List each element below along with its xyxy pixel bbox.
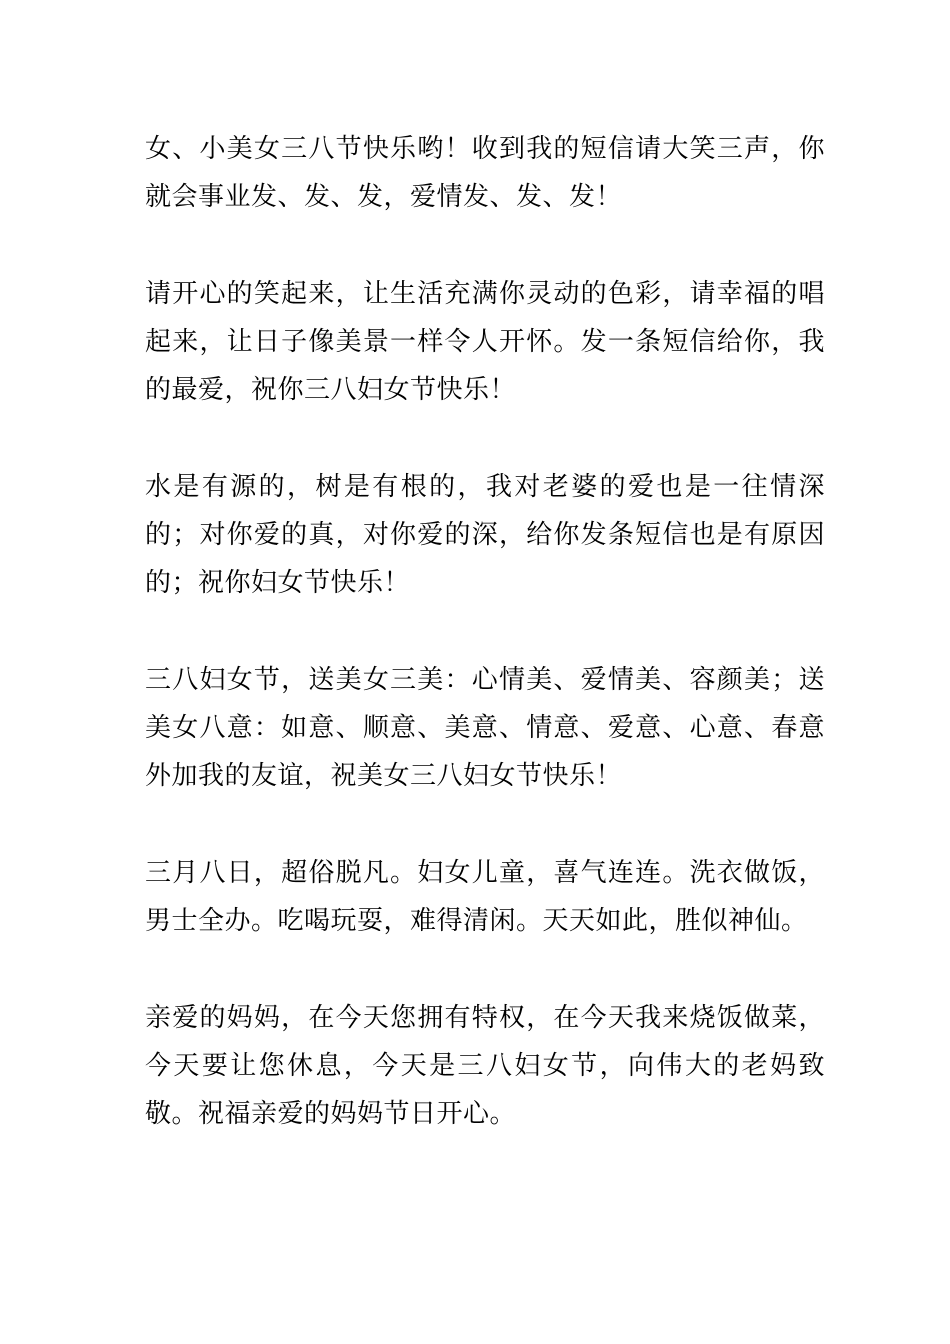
paragraph-5: 三月八日，超俗脱凡。妇女儿童，喜气连连。洗衣做饭，男士全办。吃喝玩耍，难得清闲。天天如此，胜似神仙。 [145,858,825,936]
document-body [145,125,825,1187]
paragraph-3: 水是有源的，树是有根的，我对老婆的爱也是一往情深的；对你爱的真，对你爱的深，给你发条短信也是有原因的；祝你妇女节快乐！ [145,472,825,598]
paragraph-1: 女、小美女三八节快乐哟！收到我的短信请大笑三声，你就会事业发、发、发，爱情发、发、发！ [145,134,825,212]
paragraph-4: 三八妇女节，送美女三美：心情美、爱情美、容颜美；送美女八意：如意、顺意、美意、情意、爱意、心意、春意外加我的友谊，祝美女三八妇女节快乐！ [145,665,825,791]
paragraph-2: 请开心的笑起来，让生活充满你灵动的色彩，请幸福的唱起来，让日子像美景一样令人开怀。发一条短信给你，我的最爱，祝你三八妇女节快乐！ [145,279,825,405]
paragraph-6: 亲爱的妈妈，在今天您拥有特权，在今天我来烧饭做菜，今天要让您休息，今天是三八妇女节，向伟大的老妈致敬。祝福亲爱的妈妈节日开心。 [145,1003,825,1129]
